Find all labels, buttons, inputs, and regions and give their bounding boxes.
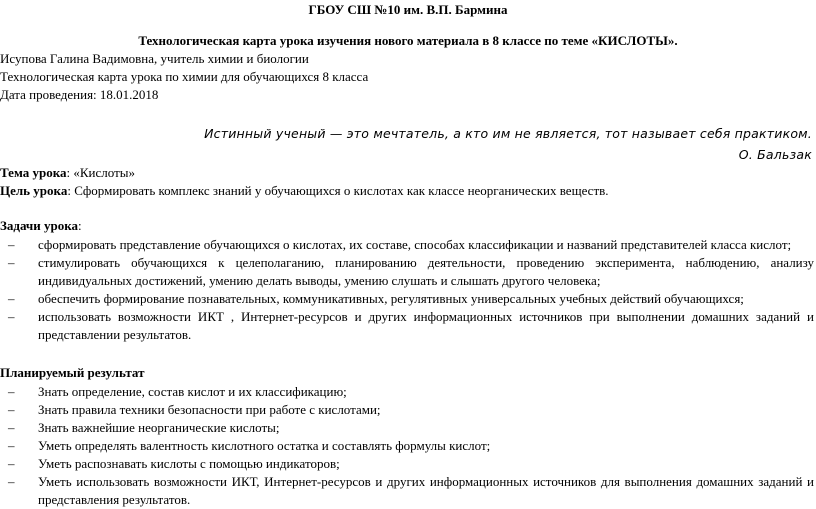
list-item-text: использовать возможности ИКТ , Интернет-ресурсов и других информационных источников при выполнении домашних заданий и представлении результатов.: [38, 309, 814, 342]
list-dash: –: [8, 438, 15, 453]
list-item-text: Знать важнейшие неорганические кислоты;: [38, 420, 280, 435]
tasks-heading-label: Задачи урока: [0, 218, 79, 233]
list-dash: –: [8, 384, 15, 399]
results-list: [0, 383, 816, 509]
goal-label: Цель урока: [0, 183, 68, 198]
list-item: [0, 419, 816, 437]
list-item: [0, 290, 816, 308]
author-line: Исупова Галина Вадимовна, учитель химии и биологии: [0, 51, 309, 66]
list-item-text: Знать правила техники безопасности при работе с кислотами;: [38, 402, 381, 417]
topic-label: Тема урока: [0, 165, 67, 180]
list-item-text: Уметь использовать возможности ИКТ, Интернет-ресурсов и других информационных источников для выполнения домашних заданий и представления результатов.: [38, 474, 814, 507]
list-item: [0, 437, 816, 455]
list-dash: –: [8, 255, 15, 270]
topic-value: : «Кислоты»: [66, 165, 135, 180]
lesson-goal: [0, 183, 609, 199]
list-dash: –: [8, 309, 15, 324]
results-heading: Планируемый результат: [0, 365, 145, 380]
list-dash: –: [8, 291, 15, 306]
list-item-text: Уметь определять валентность кислотного остатка и составлять формулы кислот;: [38, 438, 491, 453]
lesson-topic: [0, 165, 135, 181]
list-dash: –: [8, 237, 15, 252]
list-dash: –: [8, 456, 15, 471]
list-item-text: сформировать представление обучающихся о кислотах, их составе, способах классификации и названий представителей класса кислот;: [38, 237, 792, 252]
list-item-text: Знать определение, состав кислот и их классификацию;: [38, 384, 347, 399]
list-dash: –: [8, 402, 15, 417]
document-title: Технологическая карта урока изучения нового материала в 8 классе по теме «КИСЛОТЫ».: [138, 33, 678, 48]
tasks-heading: [0, 218, 82, 234]
school-name: ГБОУ СШ №10 им. В.П. Бармина: [308, 2, 508, 17]
list-dash: –: [8, 474, 15, 489]
epigraph-author: О. Бальзак: [738, 147, 812, 162]
list-item: [0, 236, 816, 254]
list-item: [0, 308, 816, 344]
epigraph-quote: Истинный ученый — это мечтатель, а кто им не является, тот называет себя практиком.: [204, 126, 812, 141]
list-item: [0, 383, 816, 401]
card-description: Технологическая карта урока по химии для обучающихся 8 класса: [0, 69, 369, 84]
list-dash: –: [8, 420, 15, 435]
goal-value: : Сформировать комплекс знаний у обучающихся о кислотах как классе неорганических веществ.: [67, 183, 609, 198]
tasks-heading-colon: :: [78, 218, 82, 233]
tasks-list: [0, 236, 816, 344]
list-item: [0, 401, 816, 419]
lesson-date: Дата проведения: 18.01.2018: [0, 87, 159, 102]
list-item-text: обеспечить формирование познавательных, коммуникативных, регулятивных универсальных учебных действий обучающихся;: [38, 291, 744, 306]
list-item: [0, 254, 816, 290]
list-item: [0, 473, 816, 509]
list-item: [0, 455, 816, 473]
list-item-text: стимулировать обучающихся к целеполаганию, планированию деятельности, проведению эксперимента, наблюдению, анализу индивидуальных достижений, умению делать выводы, умению слушать и слышать другого человека;: [38, 255, 814, 288]
list-item-text: Уметь распознавать кислоты с помощью индикаторов;: [38, 456, 340, 471]
